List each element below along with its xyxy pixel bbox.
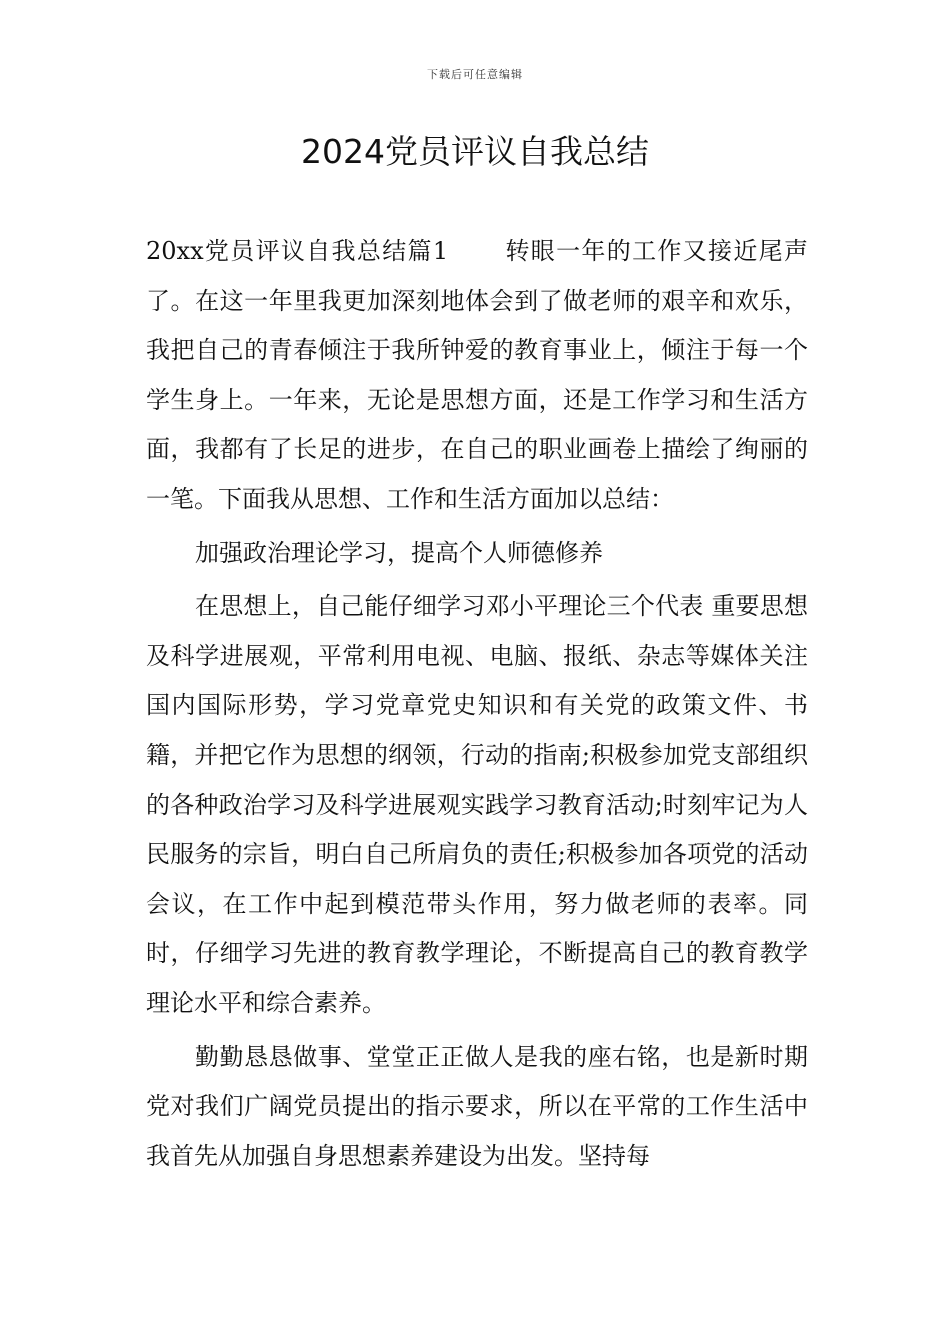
body-paragraph: 在思想上，自己能仔细学习邓小平理论三个代表 重要思想及科学进展观，平常利用电视、电脑、报纸、杂志等媒体关注国内国际形势，学习党章党史知识和有关党的政策文件、书籍，并把它作为思想的纲领，行动的指南;积极参加党支部组织的各种政治学习及科学进展观实践学习教育活动;时刻牢记为人民服务的宗旨，明白自己所肩负的责任;积极参加各项党的活动会议，在工作中起到模范带头作用，努力做老师的表率。同时，仔细学习先进的教育教学理论，不断提高自己的教育教学理论水平和综合素养。 [146, 592, 808, 1017]
paragraph-text: 转眼一年的工作又接近尾声了。在这一年里我更加深刻地体会到了做老师的艰辛和欢乐，我把自己的青春倾注于我所钟爱的教育事业上，倾注于每一个学生身上。一年来，无论是思想方面，还是工作学习和生活方面，我都有了长足的进步，在自己的职业画卷上描绘了绚丽的一笔。下面我从思想、工作和生活方面加以总结： [146, 237, 809, 513]
document-body [146, 227, 808, 1181]
document-title: 2024党员评议自我总结 [301, 132, 649, 171]
header-note: 下载后可任意编辑 [427, 68, 523, 81]
body-paragraph: 勤勤恳恳做事、堂堂正正做人是我的座右铭，也是新时期党对我们广阔党员提出的指示要求，所以在平常的工作生活中我首先从加强自身思想素养建设为出发。坚持每 [146, 1042, 808, 1170]
intro-paragraph [146, 227, 808, 525]
subheading-paragraph: 加强政治理论学习，提高个人师德修养 [195, 538, 603, 567]
section-heading: 20xx党员评议自我总结篇1 [146, 237, 449, 265]
